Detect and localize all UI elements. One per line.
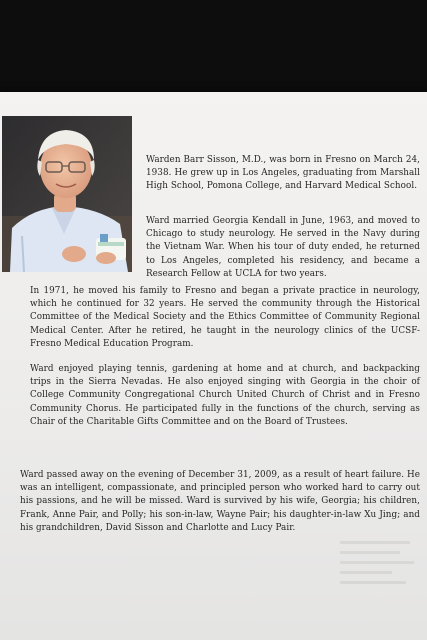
show-through-texture bbox=[340, 537, 420, 597]
portrait-photo bbox=[2, 116, 132, 272]
obituary-paragraph-career: In 1971, he moved his family to Fresno and began a private practice in neurology, which he continued for 32 years. He served the community through the Historical Committee of the Medical Society and the Ethics Committee of Community Regional Medical Center. After he retired, he taught in the neurology clinics of the UCSF-Fresno Medical Education Program. bbox=[30, 286, 420, 349]
obituary-paragraph-marriage: Ward married Georgia Kendall in June, 1963, and moved to Chicago to study neurology. He served in the Navy during the Vietnam War. When his tour of duty ended, he returned to Los Angeles, completed his residency, and became a Research Fellow at UCLA for two years. bbox=[146, 216, 420, 279]
program-page bbox=[0, 92, 427, 640]
obituary-paragraph-interests: Ward enjoyed playing tennis, gardening at home and at church, and backpacking trips in the Sierra Nevadas. He also enjoyed singing with Georgia in the choir of College Community Congregational Church United Church of Christ and in Fresno Community Chorus. He participated fully in the functions of the church, serving as Chair of the Charitable Gifts Committee and on the Board of Trustees. bbox=[30, 364, 420, 427]
obituary-paragraph-passing: Ward passed away on the evening of December 31, 2009, as a result of heart failure. He was an intelligent, compassionate, and principled person who worked hard to carry out his passions, and he will be missed. Ward is survived by his wife, Georgia; his children, Frank, Anne Pair, and Polly; his son-in-law, Wayne Pair; his daughter-in-law Xu Jing; and his grandchildren, David Sisson and Charlotte and Lucy Pair. bbox=[20, 470, 420, 533]
obituary-paragraph-birth: Warden Barr Sisson, M.D., was born in Fresno on March 24, 1938. He grew up in Los Angeles, graduating from Marshall High School, Pomona College, and Harvard Medical School. bbox=[146, 155, 420, 192]
